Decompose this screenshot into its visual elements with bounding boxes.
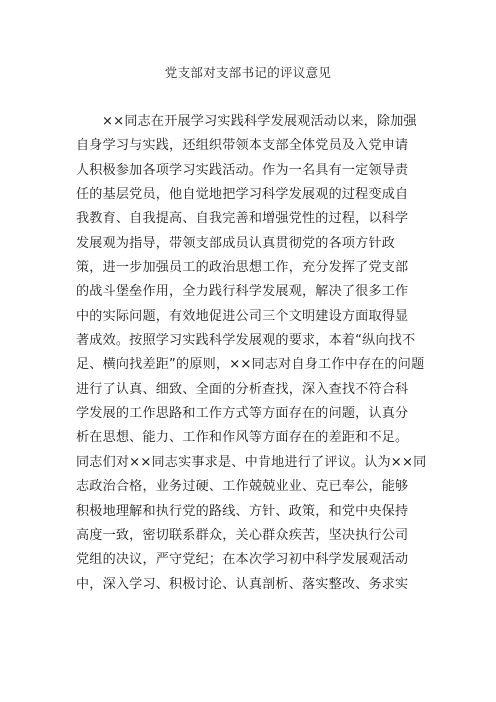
body-line: ××同志在开展学习实践科学发展观活动以来，除加强 (102, 114, 417, 129)
document-body (76, 110, 427, 597)
body-line: 党组的决议，严守党纪；在本次学习初中科学发展观活动 (76, 552, 409, 568)
body-line: 著成效。按照学习实践科学发展观的要求，本着“纵向找不 (76, 333, 416, 349)
body-line: 中，深入学习、积极讨论、认真剖析、落实整改、务求实 (76, 576, 409, 592)
body-line: 同志们对××同志实事求是、中肯地进行了评议。认为××同 (76, 454, 427, 470)
body-line: 积极地理解和执行党的路线、方针、政策，和党中央保持 (76, 503, 409, 519)
document-title: 党支部对支部书记的评议意见 (164, 65, 332, 80)
body-line: 的战斗堡垒作用，全力践行科学发展观，解决了很多工作 (76, 284, 409, 300)
body-line: 我教育、自我提高、自我完善和增强党性的过程，以科学 (76, 211, 409, 227)
body-line: 发展观为指导，带领支部成员认真贯彻党的各项方针政 (76, 235, 396, 251)
body-line: 高度一致，密切联系群众，关心群众疾苦，坚决执行公司 (76, 527, 409, 543)
body-line: 中的实际问题，有效地促进公司三个文明建设方面取得显 (76, 308, 409, 324)
body-line: 人积极参加各项学习实践活动。作为一名具有一定领导责 (76, 162, 409, 178)
body-line: 任的基层党员，他自觉地把学习科学发展观的过程变成自 (76, 187, 409, 203)
body-line: 自身学习与实践，还组织带领本支部全体党员及入党申请 (76, 138, 409, 154)
body-line: 策，进一步加强员工的政治思想工作，充分发挥了党支部 (76, 260, 409, 276)
body-line: 学发展的工作思路和工作方式等方面存在的问题，认真分 (76, 406, 409, 422)
body-line: 足、横向找差距”的原则，××同志对自身工作中存在的问题 (76, 357, 425, 373)
body-line: 进行了认真、细致、全面的分析查找，深入查找不符合科 (76, 381, 409, 397)
body-line: 析在思想、能力、工作和作风等方面存在的差距和不足。 (76, 430, 409, 446)
body-line: 志政治合格，业务过硬、工作兢兢业业、克已奉公，能够 (76, 479, 409, 495)
